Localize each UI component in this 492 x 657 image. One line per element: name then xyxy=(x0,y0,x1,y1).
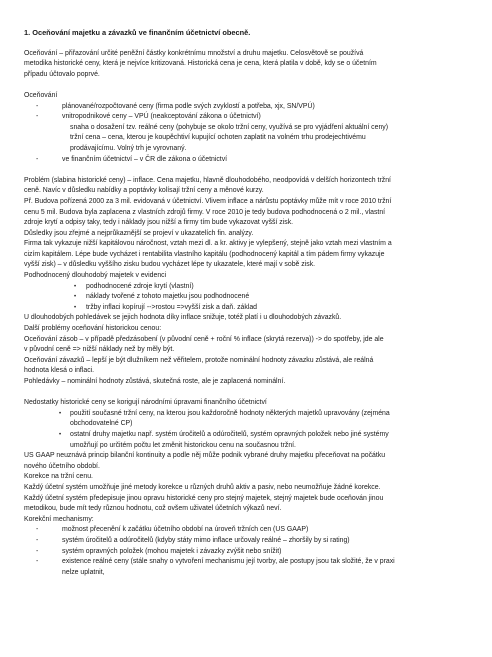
list-item: • ostatní druhy majetku např. systém úročitelů a odúročitelů, systém opravných položek nebo jiné systémy xyxy=(24,430,478,441)
text-line: Oceňování – přiřazování určité peněžní částky konkrétnímu množství a druhu majetku. Celosvětově se používá xyxy=(24,49,364,57)
text-line: Další problémy oceňování historickou cenou: xyxy=(24,325,162,333)
list-item: • tržby inflaci kopírují -->rostou =>vyšší zisk a daň. základ xyxy=(24,303,478,314)
text-line: metodika historické ceny, která je nejvíce kritizovaná. Historická cena je cena, která platila v době, kdy se o účetním xyxy=(24,60,377,68)
text-line: Korekce na tržní cenu. xyxy=(24,473,93,481)
text-line: Př. Budova pořízená 2000 za 3 mil. evidovaná v účetnictví. Vlivem inflace a nárůstu poptávky může mít v roce 2010 tržní xyxy=(24,197,392,205)
list-item: - existence reálné ceny (stále snahy o vytvoření mechanismu její tvorby, ale postupy jsou tak složité, že v praxi xyxy=(24,557,478,568)
text-line: Oceňování zásob – v případě předzásobení (v původní ceně + roční % inflace (skrytá rezerva)) -> do spotřeby, jde ale xyxy=(24,335,384,343)
list-item: • podhodnocené zdroje krytí (vlastní) xyxy=(24,282,478,293)
text-line: ceně. Navíc v důsledku nabídky a poptávky kolísají tržní ceny a měnové kurzy. xyxy=(24,187,264,195)
text-line: US GAAP neuznává princip bilanční kontinuity a podle něj může podnik vybrané druhy majetku přeceňovat na počátku xyxy=(24,452,386,460)
text-line: prodávajícímu. Volný trh je vyrovnaný. xyxy=(70,144,187,152)
list-item: - systém úročitelů a odúročitelů (kdyby státy mimo inflace určovaly reálné – zhoršily by si rating) xyxy=(24,536,478,547)
text-line: cenu 5 mil. Budova byla zaplacena z vlastních zdrojů firmy. V roce 2010 je tedy budova podhodnocená o 2 mil., vlastní xyxy=(24,208,386,216)
list-item: - systém opravných položek (mohou majetek i závazky zvýšit nebo snížit) xyxy=(24,547,478,558)
text-line: Problém (slabina historické ceny) – inflace. Cena majetku, hlavně dlouhodobého, neodpovídá v delších horizontech tržní xyxy=(24,176,391,184)
section-heading: Oceňování xyxy=(24,91,58,99)
text-line: případu účtovalo poprvé. xyxy=(24,70,100,78)
section-heading: Nedostatky historické ceny se korigují národními úpravami finančního účetnictví xyxy=(24,399,267,407)
text-line: Firma tak vykazuje nižší kapitálovou náročnost, vztah mezi dl. a kr. aktivy je vylepšený, stejně jako vztah mezi vlastním a xyxy=(24,240,392,248)
list-item-continuation: obchodovatelné CP) xyxy=(70,420,133,428)
ocenovani-section xyxy=(24,91,478,165)
text-line: metodikou, bude mít tedy různou hodnotu, což ovšem uživatel účetních výkazů neví. xyxy=(24,505,282,513)
text-line: Podhodnocený dlouhodobý majetek v evidenci xyxy=(24,272,167,280)
list-item: • náklady tvořené z tohoto majetku jsou podhodnocené xyxy=(24,292,478,303)
text-line: v původní ceně => nižší náklady než by měly být. xyxy=(24,346,175,354)
text-line: zdroje krytí a odpisy taky, tedy i náklady jsou nižší a firmy tím bude vykazovat vyšší zisk. xyxy=(24,219,294,227)
document-title: 1. Oceňování majetku a závazků ve finančním účetnictví obecně. xyxy=(24,28,251,37)
nedostatky-section xyxy=(24,398,478,578)
text-line: hodnota klesá o inflaci. xyxy=(24,367,95,375)
list-item: - plánované/rozpočtované ceny (firma podle svých zvyklostí a potřeba, xjx, SN/VPÚ) xyxy=(24,102,478,113)
text-line: Každý účetní systém předepisuje jinou opravu historické ceny pro stejný majetek, stejný majetek bude oceňován jinou xyxy=(24,494,384,502)
text-line: cizím kapitálem. Lépe bude vycházet i rentabilita vlastního kapitálu (podhodnocený kapitál a tím pádem firmy vykazuje xyxy=(24,250,385,258)
problem-section xyxy=(24,176,478,388)
list-item: - možnost přecenění k začátku účetního období na úroveň tržních cen (US GAAP) xyxy=(24,525,478,536)
intro-paragraph xyxy=(24,49,478,81)
text-line: vyšší zisk) – v důsledku vyššího zisku budou vycházet lépe ty ukazatele, které mají v sobě zisk. xyxy=(24,261,316,269)
text-line: nového účetního období. xyxy=(24,462,100,470)
list-item: • použití současné tržní ceny, na kterou jsou každoročně hodnoty některých majetků upravovány (zejména xyxy=(24,409,478,420)
list-item-continuation: umožňují po určitém počtu let změnit historickou cenu na současnou tržní. xyxy=(70,441,296,449)
text-line: snaha o dosažení tzv. reálné ceny (pohybuje se okolo tržní ceny, využívá se pro vyjádření aktuální ceny) xyxy=(70,123,389,131)
text-line: U dlouhodobých pohledávek se jejich hodnota díky inflace snižuje, totéž platí i u dlouhodobých závazků. xyxy=(24,314,342,322)
list-item: - ve finančním účetnictví – v ČR dle zákona o účetnictví xyxy=(24,155,478,166)
text-line: Oceňování závazků – lepší je být dlužníkem než věřitelem, protože nominální hodnoty závazku zůstává, ale reálná xyxy=(24,356,374,364)
list-item: - vnitropodnikové ceny – VPÚ (neakceptování zákona o účetnictví) xyxy=(24,112,478,123)
text-line: Pohledávky – nominální hodnoty zůstává, skutečná roste, ale je zaplacená nominální. xyxy=(24,378,286,385)
text-line: Každý účetní systém umožňuje jiné metody korekce u různých druhů aktiv a pasiv, nebo neumožňuje žádné korekce. xyxy=(24,483,381,491)
text-line: Korekční mechanismy: xyxy=(24,515,94,523)
text-line: tržní cena – cena, kterou je koupěchtiví kupující ochoten zaplatit na volném trhu prodejechtivému xyxy=(70,134,366,142)
list-item-continuation: nelze uplatnit, xyxy=(62,568,105,576)
text-line: Důsledky jsou zřejmé a nejprůkaznější se projeví v ukazatelích fin. analýzy. xyxy=(24,229,254,237)
